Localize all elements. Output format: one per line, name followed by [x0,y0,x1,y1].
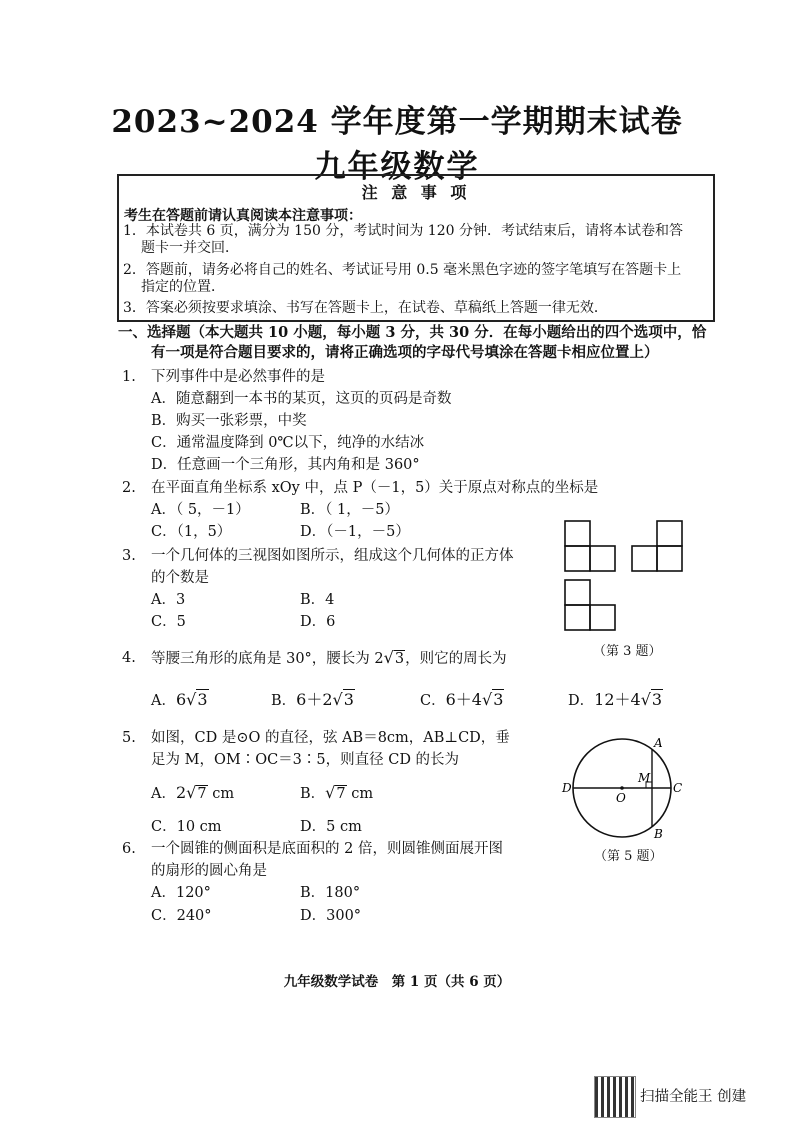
q5-number: 5. [122,730,136,746]
q1-option-a: A．随意翻到一本书的某页，这页的页码是奇数 [151,391,452,407]
side-view-square-top [657,521,682,546]
side-view-square-bottom-left [632,546,657,571]
q5-option-a: A．2√7 cm [151,783,235,802]
q2-option-d: D．（－1，－5） [300,524,410,540]
top-view-square-bottom-left [565,605,590,630]
q4-option-b: B．6＋2√3 [271,690,354,709]
page-footer: 九年级数学试卷 第 1 页（共 6 页） [283,974,511,990]
q6-option-b: B．180° [300,885,361,901]
label-o: O [616,791,626,805]
top-view-square-top [565,580,590,605]
label-m: M [638,771,651,785]
q4-stem-post: ，则它的周长为 [405,651,507,667]
q4-option-c: C．6＋4√3 [420,690,504,709]
q5-caption: （第 5 题） [594,849,663,864]
q1-stem: 下列事件中是必然事件的是 [151,369,325,385]
q4-stem-radicand: 3 [394,651,405,667]
q3-option-b: B．4 [300,592,335,608]
exam-title: 2023~2024 学年度第一学期期末试卷 [111,104,683,140]
notice-item-1-cont: 题卡一并交回． [141,240,239,256]
q1-option-c: C．通常温度降到 0℃以下，纯净的水结冰 [151,435,425,451]
center-point [620,786,624,790]
label-b: B [654,827,663,840]
q3-three-views-figure [560,518,690,640]
q3-number: 3. [122,548,136,564]
q4-option-d: D．12＋4√3 [568,690,663,709]
q2-stem: 在平面直角坐标系 xOy 中，点 P（－1，5）关于原点对称点的坐标是 [151,480,599,496]
notice-item-2: 2．答题前，请务必将自己的姓名、考试证号用 0.5 毫米黑色字迹的签字笔填写在答题卡上 [123,262,682,278]
q6-option-c: C．240° [151,908,212,924]
q3-stem-cont: 的个数是 [151,570,209,586]
qr-code-icon [594,1076,636,1118]
q5-circle-figure [560,728,690,840]
notice-item-3: 3．答案必须按要求填涂、书写在答题卡上，在试卷、草稿纸上答题一律无效． [123,300,608,316]
q6-option-a: A．120° [151,885,211,901]
q3-option-a: A．3 [151,592,186,608]
q5-stem-cont: 足为 M，OM∶OC＝3∶5，则直径 CD 的长为 [151,752,460,768]
q5-option-d: D．5 cm [300,819,362,835]
q1-number: 1. [122,369,136,385]
q6-number: 6. [122,841,136,857]
q3-option-d: D．6 [300,614,336,630]
q4-stem: 等腰三角形的底角是 30°，腰长为 2√3，则它的周长为 [151,648,507,667]
label-a: A [654,736,663,750]
q4-stem-pre: 等腰三角形的底角是 30°，腰长为 2 [151,651,384,667]
q6-option-d: D．300° [300,908,362,924]
q2-option-c: C．（1，5） [151,524,232,540]
q4-option-a: A．6√3 [151,690,208,709]
side-view-square-bottom-right [657,546,682,571]
front-view-square-bottom-right [590,546,615,571]
q1-option-d: D．任意画一个三角形，其内角和是 360° [151,457,420,473]
q3-caption: （第 3 题） [593,644,662,659]
label-c: C [673,781,683,795]
q6-stem-cont: 的扇形的圆心角是 [151,863,267,879]
scanner-watermark: 扫描全能王 创建 [640,1089,747,1105]
q5-option-b: B．√7 cm [300,783,374,802]
q3-stem: 一个几何体的三视图如图所示，组成这个几何体的正方体 [151,548,514,564]
q4-number: 4. [122,650,136,666]
q1-option-b: B．购买一张彩票，中奖 [151,413,307,429]
notice-item-1: 1．本试卷共 6 页，满分为 150 分，考试时间为 120 分钟．考试结束后，请将本试卷和答 [123,223,683,239]
q5-option-c: C．10 cm [151,819,222,835]
q2-number: 2. [122,480,136,496]
notice-item-2-cont: 指定的位置． [141,279,225,295]
front-view-square-bottom-left [565,546,590,571]
q2-option-b: B．（ 1，－5） [300,502,399,518]
notice-intro: 考生在答题前请认真阅读本注意事项： [124,208,362,224]
section-heading-cont: 有一项是符合题目要求的，请将正确选项的字母代号填涂在答题卡相应位置上） [151,344,659,361]
q2-option-a: A．（ 5，－1） [151,502,250,518]
label-d: D [562,781,572,795]
front-view-square-top [565,521,590,546]
notice-title: 注 意 事 项 [361,183,471,202]
section-heading: 一、选择题（本大题共 10 小题，每小题 3 分，共 30 分．在每小题给出的四个选项中，恰 [118,324,707,341]
q3-option-c: C．5 [151,614,186,630]
exam-subtitle: 九年级数学 [314,149,480,185]
notice-box [117,174,715,322]
top-view-square-bottom-right [590,605,615,630]
q6-stem: 一个圆锥的侧面积是底面积的 2 倍，则圆锥侧面展开图 [151,841,503,857]
q5-stem: 如图，CD 是⊙O 的直径，弦 AB＝8cm，AB⊥CD，垂 [151,730,510,746]
